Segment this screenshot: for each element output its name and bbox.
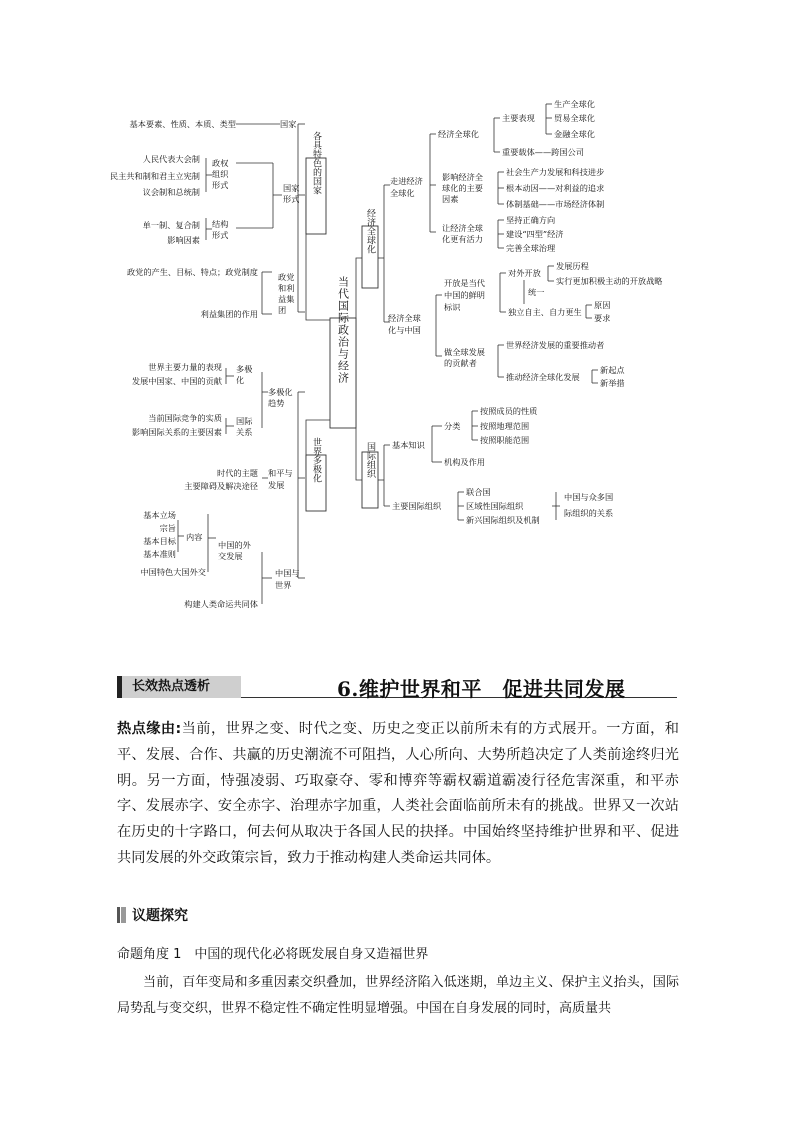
- leaf-jinrong: 金融全球化: [554, 129, 595, 139]
- leaf-genben: 根本动因——对利益的追求: [506, 183, 605, 193]
- section-title: 6.维护世界和平 促进共同发展: [337, 677, 626, 701]
- leaf-chengyuan: 按照成员的性质: [480, 406, 538, 416]
- node-waijiao-1: 中国的外: [218, 540, 251, 550]
- leaf-zhineng: 按照职能范围: [480, 435, 530, 445]
- node-kaifang-1: 开放是当代: [444, 278, 485, 288]
- node-duli: 独立自主、自力更生: [508, 307, 582, 317]
- leaf-quyu: 区域性国际组织: [466, 501, 524, 511]
- node-duojihua-2: 趋势: [268, 398, 285, 408]
- node-guojia-xingshi-1: 国家: [283, 183, 300, 193]
- leaf-tongyi: 统一: [528, 287, 545, 297]
- leaf-yuanyin: 原因: [594, 300, 611, 310]
- node-zhengdang-4: 团: [278, 305, 287, 315]
- topic-heading-text: 议题探究: [132, 908, 188, 924]
- node-neirong: 内容: [186, 532, 203, 542]
- node-jiegou-2: 形式: [212, 230, 229, 240]
- node-tuidong: 推动经济全球化发展: [506, 372, 580, 382]
- node-duiwai: 对外开放: [508, 268, 541, 278]
- node-heping-1: 和平与: [268, 468, 293, 478]
- branch-intl-label: 国际组织: [365, 442, 375, 478]
- branch-world-label: 世界多极化: [311, 437, 321, 483]
- node-zhengdang-1: 政党: [278, 272, 295, 282]
- leaf-minzhu: 民主共和制和君主立宪制: [109, 171, 200, 181]
- leaf-tizhi: 体制基础——市场经济体制: [506, 199, 605, 209]
- leaf-lichang: 基本立场: [143, 510, 176, 520]
- heading-bar-icon: [117, 907, 126, 923]
- node-zhengquan-3: 形式: [212, 180, 229, 190]
- section-label: 长效热点透析: [117, 676, 241, 698]
- leaf-zhang: 主要障碍及解决途径: [184, 481, 258, 491]
- leaf-zhongguo-zuzhi-2: 际组织的关系: [564, 508, 614, 518]
- node-gongxian-2: 的贡献者: [444, 358, 477, 368]
- node-zhengquan-2: 组织: [212, 169, 229, 179]
- leaf-jingzheng: 当前国际竞争的实质: [148, 413, 222, 423]
- node-kaifang-3: 标识: [444, 302, 461, 312]
- node-yingxiang-qqh-2: 球化的主要: [442, 183, 483, 193]
- node-guoji-guanxi-1: 国际: [236, 416, 253, 426]
- node-jingji-zhongguo-1: 经济全球: [388, 313, 421, 323]
- node-guojia-xingshi-2: 形式: [283, 194, 300, 204]
- leaf-jigou: 机构及作用: [444, 457, 485, 467]
- leaf-liyi: 利益集团的作用: [200, 309, 258, 319]
- node-duoji-1: 多极: [236, 364, 253, 374]
- node-zhuyao-biaoxian: 主要表现: [502, 113, 535, 123]
- leaf-zhunze: 基本准则: [143, 549, 176, 559]
- node-rang-1: 让经济全球: [442, 223, 483, 233]
- leaf-shehui: 社会生产力发展和科技进步: [506, 167, 605, 177]
- leaf-shengchan: 生产全球化: [554, 99, 595, 109]
- node-zoujin-2: 全球化: [390, 188, 415, 198]
- leaf-yingxiang: 影响因素: [167, 235, 200, 245]
- leaf-dili: 按照地理范围: [480, 421, 530, 431]
- leaf-tuidong-zhe: 世界经济发展的重要推动者: [506, 340, 605, 350]
- topic-heading: [117, 905, 188, 925]
- node-zhongguo-shijie-1: 中国与: [275, 568, 300, 578]
- hot-reason-text: 当前，世界之变、时代之变、历史之变正以前所未有的方式展开。一方面，和平、发展、合作、共赢的历史潮流不可阻挡，人心所向、大势所趋决定了人类前途终归光明。另一方面，恃强凌弱、巧取豪夺、零和博弈等霸权霸道霸凌行径危害深重，和平赤字、发展赤字、安全赤字、治理赤字加重，人类社会面临前所未有的挑战。世界又一次站在历史的十字路口，何去何从取决于各国人民的抉择。中国始终坚持维护世界和平、促进共同发展的外交政策宗旨，致力于推动构建人类命运共同体。: [117, 721, 679, 866]
- leaf-zaiti: 重要载体——跨国公司: [502, 147, 584, 157]
- node-zoujin-1: 走进经济: [390, 176, 423, 186]
- node-jiben-zhishi: 基本知识: [392, 440, 425, 450]
- node-yingxiang-qqh-1: 影响经济全: [442, 172, 483, 182]
- root-label: 当代国际政治与经济: [336, 276, 350, 384]
- node-waijiao-2: 交发展: [218, 551, 243, 561]
- node-jiegou-1: 结构: [212, 219, 229, 229]
- leaf-daguo: 中国特色大国外交: [140, 567, 206, 577]
- leaf-shidai: 时代的主题: [217, 468, 258, 478]
- node-zhengdang-2: 和利: [278, 283, 295, 293]
- node-zhongguo-shijie-2: 世界: [275, 580, 292, 590]
- leaf-maoyi: 贸易全球化: [554, 113, 595, 123]
- node-zhengdang-3: 益集: [278, 294, 295, 304]
- leaf-yaoqiu: 要求: [594, 313, 611, 323]
- leaf-lichen: 发展历程: [556, 261, 589, 271]
- leaf-jianchi: 坚持正确方向: [506, 215, 556, 225]
- node-guoji-guanxi-2: 关系: [236, 427, 253, 437]
- leaf-guanxi: 影响国际关系的主要因素: [131, 427, 222, 437]
- branch-states-label: 各具特色的国家: [311, 131, 321, 195]
- question-angle: 命题角度 1 中国的现代化必将既发展自身又造福世界: [117, 947, 429, 962]
- leaf-wanshan: 完善全球治理: [506, 243, 556, 253]
- leaf-lianheguo: 联合国: [466, 487, 491, 497]
- mind-map-connectors: [178, 104, 598, 604]
- node-fenlei: 分类: [444, 421, 461, 431]
- leaf-danyi: 单一制、复合制: [142, 220, 200, 230]
- node-gongxian-1: 做全球发展: [444, 347, 485, 357]
- node-zhuyao-zuzhi: 主要国际组织: [392, 501, 442, 511]
- node-jingji-qqh: 经济全球化: [438, 129, 479, 139]
- leaf-yihui: 议会制和总统制: [142, 187, 200, 197]
- leaf-zhongguo-zuzhi-1: 中国与众多国: [564, 492, 614, 502]
- node-jingji-zhongguo-2: 化与中国: [388, 325, 421, 335]
- leaf-xinjucuo: 新举措: [600, 378, 625, 388]
- leaf-xinqidian: 新起点: [600, 365, 625, 375]
- hot-reason-paragraph: [117, 717, 679, 872]
- body-paragraph: 当前，百年变局和多重因素交织叠加，世界经济陷入低迷期，单边主义、保护主义抬头，国际局势乱与变交织，世界不稳定性不确定性明显增强。中国在自身发展的同时，高质量共: [117, 975, 679, 1016]
- branch-global-label: 经济全球化: [365, 208, 375, 254]
- node-basic-elements: 基本要素、性质、本质、类型: [129, 119, 236, 129]
- node-rang-2: 化更有活力: [442, 234, 483, 244]
- leaf-sixing: 建设“四型”经济: [506, 229, 564, 239]
- node-zhengquan-1: 政权: [212, 158, 229, 168]
- leaf-fazhan: 发展中国家、中国的贡献: [131, 376, 222, 386]
- hot-reason-lead: 热点缘由:: [117, 721, 182, 737]
- leaf-mingyun: 构建人类命运共同体: [184, 599, 258, 609]
- leaf-zongzhi: 宗旨: [159, 523, 176, 533]
- node-guojia: 国家: [280, 119, 297, 129]
- leaf-mubiao: 基本目标: [143, 536, 176, 546]
- node-yingxiang-qqh-3: 因素: [442, 194, 459, 204]
- section-header: [117, 676, 677, 700]
- node-kaifang-2: 中国的鲜明: [444, 290, 485, 300]
- leaf-xinxing: 新兴国际组织及机制: [466, 515, 540, 525]
- leaf-zhengdang: 政党的产生、目标、特点；政党制度: [126, 267, 258, 277]
- leaf-jiji: 实行更加积极主动的开放战略: [556, 276, 663, 286]
- node-heping-2: 发展: [268, 480, 285, 490]
- leaf-zhuyao: 世界主要力量的表现: [148, 362, 222, 372]
- node-duojihua-1: 多极化: [268, 387, 293, 397]
- node-duoji-2: 化: [236, 375, 245, 385]
- leaf-renda: 人民代表大会制: [142, 154, 200, 164]
